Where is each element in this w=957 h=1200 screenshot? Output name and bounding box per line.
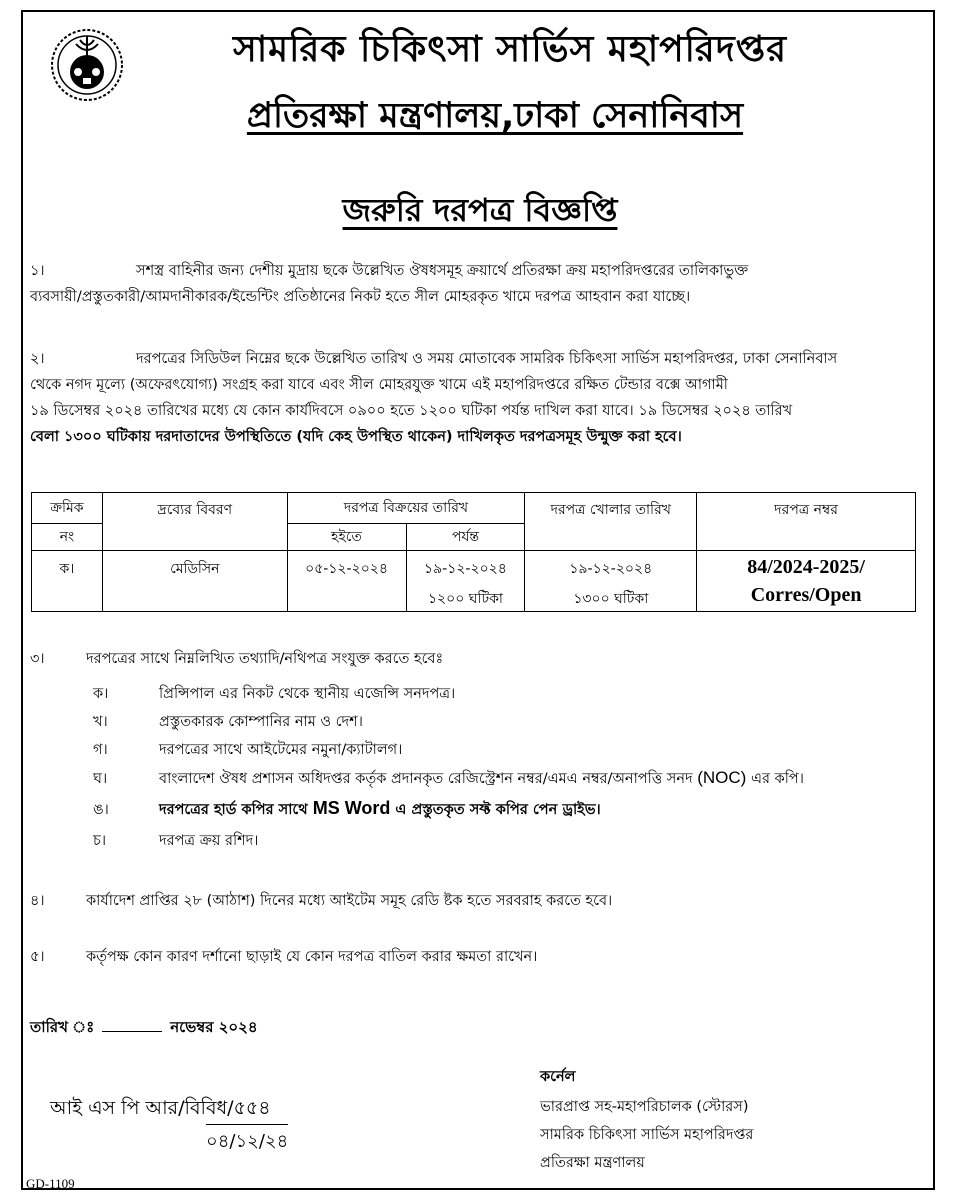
paragraph-5-number: ৫।	[30, 949, 45, 965]
cell-from: ০৫-১২-২০২৪	[287, 551, 406, 612]
header-from: হইতে	[287, 524, 406, 551]
list-item-text: দরপত্রের সাথে আইটেমের নমুনা/ক্যাটালগ।	[159, 742, 403, 758]
section-3-heading-text: দরপত্রের সাথে নিম্নলিখিত তথ্যাদি/নথিপত্র সংযুক্ত করতে হবেঃ	[86, 651, 444, 667]
paragraph-2-line-2: থেকে নগদ মূল্যে (অফেরৎযোগ্য) সংগ্রহ করা যাবে এবং সীল মোহরযুক্ত খামে এই মহাপরিদপ্তরে রক্ষিত টেন্ডার বক্সে আগামী	[30, 377, 728, 393]
cell-item: মেডিসিন	[102, 551, 287, 612]
signature-designation: ভারপ্রাপ্ত সহ-মহাপরিচালক (স্টোরস)	[540, 1099, 749, 1115]
list-item-text-tail: এর কপি।	[746, 771, 804, 787]
list-item-label: খ।	[93, 714, 108, 730]
paragraph-4	[30, 890, 612, 914]
paragraph-1-line-2: ব্যবসায়ী/প্রস্তুতকারী/আমদানীকারক/ইন্ডেন্টিং প্রতিষ্ঠানের নিকট হতে সীল মোহরকৃত খামে দরপত্র আহবান করা যাচ্ছে।	[30, 289, 691, 305]
paragraph-2-number: ২।	[30, 351, 45, 367]
date-month: নভেম্বর ২০২৪	[170, 1018, 258, 1036]
header-item: দ্রব্যের বিবরণ	[102, 493, 287, 551]
list-item	[93, 798, 601, 823]
list-item	[93, 830, 258, 854]
cell-to	[406, 551, 525, 612]
paragraph-5-text: কর্তৃপক্ষ কোন কারণ দর্শানো ছাড়াই যে কোন দরপত্র বাতিল করার ক্ষমতা রাখেন।	[86, 949, 538, 965]
ms-word-text: MS Word	[312, 798, 391, 818]
table-header-row	[32, 493, 916, 524]
paragraph-5	[30, 946, 537, 970]
list-item-label: গ।	[93, 742, 108, 758]
list-item	[93, 739, 402, 763]
list-item-text: দরপত্রের হার্ড কপির সাথে	[159, 802, 313, 818]
header-ministry: প্রতিরক্ষা মন্ত্রণালয়,ঢাকা সেনানিবাস	[246, 96, 744, 136]
section-3-heading	[30, 648, 443, 672]
tender-no-line-2: Corres/Open	[750, 584, 862, 606]
paragraph-4-number: ৪।	[30, 893, 45, 909]
list-item-text: প্রস্তুতকারক কোম্পানির নাম ও দেশ।	[159, 714, 363, 730]
header-serial-sub: নং	[32, 524, 103, 551]
list-item-text: বাংলাদেশ ঔষধ প্রশাসন অধিদপ্তর কর্তৃক প্রদানকৃত রেজিস্ট্রেশন নম্বর/এমএ নম্বর/অনাপত্তি সনদ	[159, 771, 698, 787]
emblem-logo	[50, 28, 124, 102]
paragraph-2-line-1: দরপত্রের সিডিউল নিম্নের ছকে উল্লেখিত তারিখ ও সময় মোতাবেক সামরিক চিকিৎসা সার্ভিস মহাপরিদপ্তর, ঢাকা সেনানিবাস	[136, 351, 838, 367]
date-label: তারিখ ঃ	[30, 1018, 95, 1036]
list-item	[93, 711, 363, 735]
header-opening-date: দরপত্র খোলার তারিখ	[525, 493, 697, 551]
list-item-label: ঘ।	[93, 771, 108, 787]
header-tender-no: দরপত্র নম্বর	[697, 493, 916, 551]
header-to: পর্যন্ত	[406, 524, 525, 551]
list-item-text: প্রিন্সিপাল এর নিকট থেকে স্থানীয় এজেন্সি সনদপত্র।	[159, 686, 456, 702]
header-sale-date: দরপত্র বিক্রয়ের তারিখ	[287, 493, 525, 524]
reference-number: আই এস পি আর/বিবিধ/৫৫৪	[50, 1097, 271, 1119]
paragraph-1-line-1: সশস্ত্র বাহিনীর জন্য দেশীয় মুদ্রায় ছকে উল্লেখিত ঔষধসমূহ ক্রয়ার্থে প্রতিরক্ষা ক্রয় মহাপরিদপ্তরের তালিকাভুক্ত	[136, 263, 749, 279]
signature-ministry: প্রতিরক্ষা মন্ত্রণালয়	[540, 1155, 645, 1171]
list-item	[93, 768, 804, 792]
cell-to-date: ১৯-১২-২০২৪	[424, 561, 507, 577]
tender-table	[31, 492, 916, 612]
tender-no-line-1: 84/2024-2025/	[747, 556, 865, 578]
paragraph-2-line-3: ১৯ ডিসেম্বর ২০২৪ তারিখের মধ্যে যে কোন কার্যদিবসে ০৯০০ হতে ১২০০ ঘটিকা পর্যন্ত দাখিল করা যাবে। ১৯ ডিসেম্বর ২০২৪ তারিখ	[30, 403, 793, 419]
paragraph-2-line-4: বেলা ১৩০০ ঘটিকায় দরদাতাদের উপস্থিতিতে (যদি কেহ উপস্থিত থাকেন) দাখিলকৃত দরপত্রসমূহ উন্মুক্ত করা হবে।	[30, 429, 682, 445]
cell-tender-no	[697, 551, 916, 612]
list-item-text-tail: এ প্রস্তুতকৃত সফ্ট কপির পেন ড্রাইভ।	[390, 802, 601, 818]
table-row	[32, 551, 916, 612]
paragraph-4-text: কার্যাদেশ প্রাপ্তির ২৮ (আঠাশ) দিনের মধ্যে আইটেম সমূহ রেডি ষ্টক হতে সরবরাহ করতে হবে।	[86, 893, 613, 909]
paragraph-1-number: ১।	[30, 263, 45, 279]
cell-serial: ক।	[32, 551, 103, 612]
paragraph-1	[30, 258, 910, 310]
cell-opening-time: ১৩০০ ঘটিকা	[573, 591, 649, 607]
header-office-name: সামরিক চিকিৎসা সার্ভিস মহাপরিদপ্তর	[232, 29, 788, 70]
list-item-text: দরপত্র ক্রয় রশিদ।	[159, 833, 259, 849]
date-line	[30, 1016, 258, 1041]
notice-title: জরুরি দরপত্র বিজ্ঞপ্তি	[342, 191, 618, 229]
list-item-label: ক।	[93, 686, 109, 702]
cell-opening-date: ১৯-১২-২০২৪	[569, 561, 653, 577]
reference-date: ০৪/১২/২৪	[206, 1124, 288, 1158]
header-serial: ক্রমিক	[32, 493, 103, 524]
paragraph-2	[30, 346, 910, 450]
footer-code: GD-1109	[26, 1176, 75, 1191]
signature-rank: কর্নেল	[540, 1069, 576, 1085]
list-item	[93, 683, 455, 707]
section-3-number: ৩।	[30, 651, 45, 667]
list-item-label: ঙ।	[93, 802, 109, 818]
list-item-label: চ।	[93, 833, 107, 849]
cell-opening	[525, 551, 697, 612]
noc-text: (NOC)	[697, 768, 747, 787]
cell-to-time: ১২০০ ঘটিকা	[427, 591, 503, 607]
signature-office: সামরিক চিকিৎসা সার্ভিস মহাপরিদপ্তর	[540, 1127, 754, 1143]
date-blank	[102, 1031, 162, 1032]
